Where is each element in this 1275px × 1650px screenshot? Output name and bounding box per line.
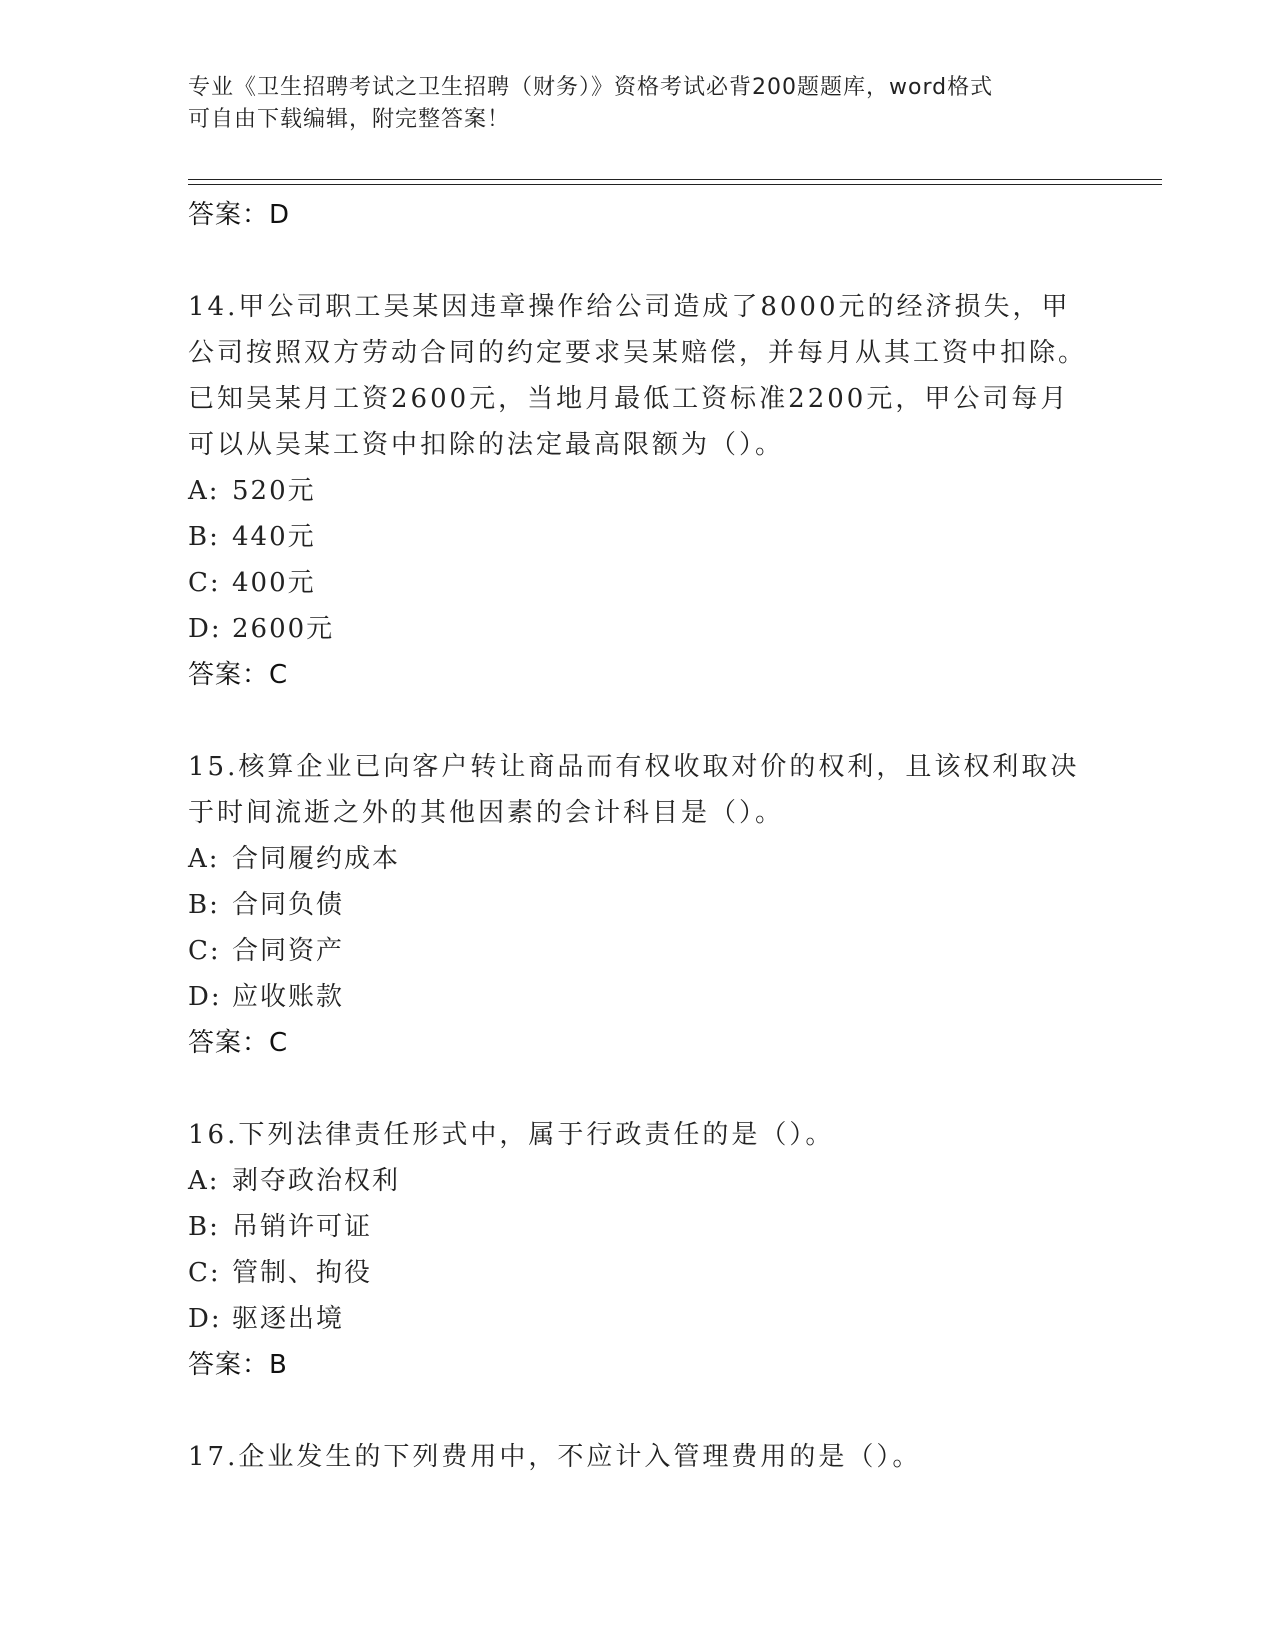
option-d xyxy=(188,1296,1088,1342)
question-17 xyxy=(188,1434,1088,1480)
answer-line: 答案：C xyxy=(188,1028,289,1058)
option-c xyxy=(188,1250,1088,1296)
header-divider-bottom xyxy=(188,184,1162,185)
question-15 xyxy=(188,744,1088,1066)
option-label: D: xyxy=(188,614,222,644)
question-stem: 16.下列法律责任形式中，属于行政责任的是（）。 xyxy=(188,1120,835,1150)
option-label: A: xyxy=(188,844,220,874)
option-text: 应收账款 xyxy=(232,982,345,1012)
option-a xyxy=(188,836,1088,882)
question-list xyxy=(188,192,1088,1480)
question-stem: 15.核算企业已向客户转让商品而有权收取对价的权利，且该权利取决于时间流逝之外的其他因素的会计科目是（）。 xyxy=(188,752,1080,828)
question-14 xyxy=(188,284,1088,698)
previous-answer: 答案：D xyxy=(188,200,291,230)
option-text: 驱逐出境 xyxy=(232,1304,345,1334)
header-divider-top xyxy=(188,179,1162,180)
answer-line: 答案：B xyxy=(188,1350,288,1380)
option-label: B: xyxy=(188,1212,220,1242)
option-a xyxy=(188,1158,1088,1204)
option-d xyxy=(188,974,1088,1020)
option-text: 合同负债 xyxy=(232,890,345,920)
option-label: D: xyxy=(188,982,222,1012)
header-title-line-1: 专业《卫生招聘考试之卫生招聘（财务）》资格考试必背200题题库，word格式 xyxy=(188,75,994,100)
option-label: C: xyxy=(188,1258,221,1288)
option-label: B: xyxy=(188,890,220,920)
option-text: 520元 xyxy=(232,476,316,506)
option-text: 400元 xyxy=(232,568,316,598)
option-text: 440元 xyxy=(232,522,316,552)
option-c xyxy=(188,560,1088,606)
option-label: B: xyxy=(188,522,220,552)
option-text: 合同履约成本 xyxy=(232,844,401,874)
option-d xyxy=(188,606,1088,652)
question-stem: 14.甲公司职工吴某因违章操作给公司造成了8000元的经济损失，甲公司按照双方劳动合同的约定要求吴某赔偿，并每月从其工资中扣除。已知吴某月工资2600元，当地月最低工资标准2200元，甲公司每月可以从吴某工资中扣除的法定最高限额为（）。 xyxy=(188,292,1088,460)
option-b xyxy=(188,514,1088,560)
option-label: C: xyxy=(188,568,221,598)
option-c xyxy=(188,928,1088,974)
question-16 xyxy=(188,1112,1088,1388)
option-label: C: xyxy=(188,936,221,966)
answer-line: 答案：C xyxy=(188,660,289,690)
option-text: 2600元 xyxy=(232,614,335,644)
document-header xyxy=(188,72,1088,136)
option-text: 剥夺政治权利 xyxy=(232,1166,401,1196)
option-b xyxy=(188,882,1088,928)
question-stem: 17.企业发生的下列费用中，不应计入管理费用的是（）。 xyxy=(188,1442,922,1472)
option-a xyxy=(188,468,1088,514)
option-label: D: xyxy=(188,1304,222,1334)
option-text: 吊销许可证 xyxy=(232,1212,373,1242)
option-label: A: xyxy=(188,476,220,506)
option-text: 合同资产 xyxy=(232,936,345,966)
option-text: 管制、拘役 xyxy=(232,1258,373,1288)
option-label: A: xyxy=(188,1166,220,1196)
header-title-line-2: 可自由下载编辑，附完整答案！ xyxy=(188,107,511,132)
option-b xyxy=(188,1204,1088,1250)
